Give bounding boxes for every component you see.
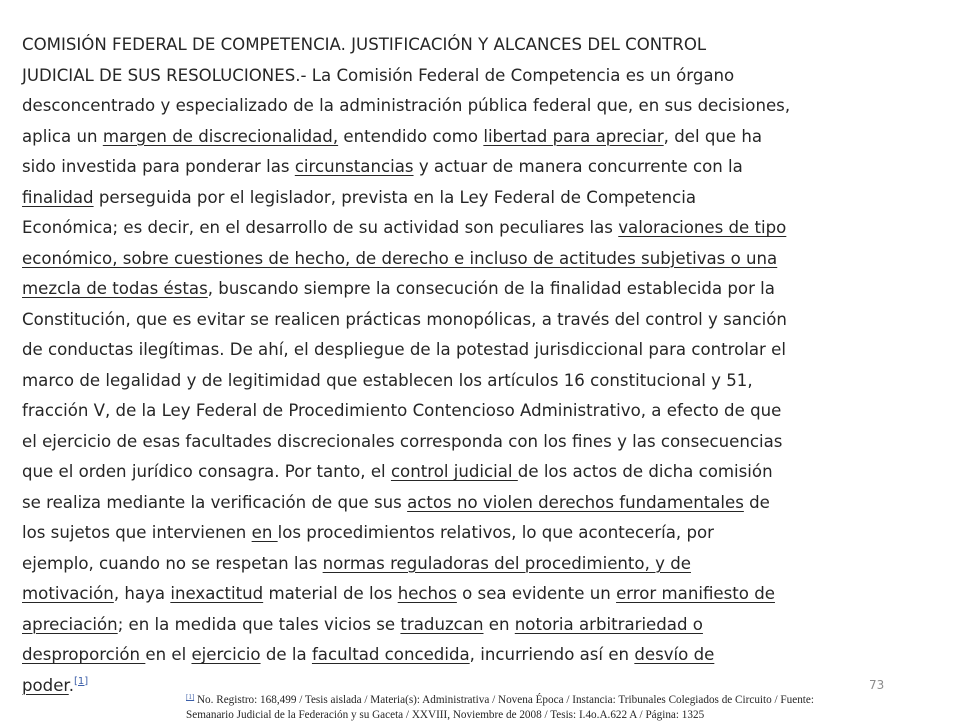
text-run: , del que ha (664, 127, 762, 146)
footnote-marker (186, 693, 194, 701)
text-line (22, 244, 960, 275)
text-run: que el orden jurídico consagra. Por tanto, el (22, 462, 391, 481)
underlined-phrase: desproporción (22, 645, 145, 664)
text-line (22, 152, 960, 183)
text-line (22, 488, 960, 519)
text-line (22, 122, 960, 153)
thesis-paragraph (22, 30, 960, 701)
text-run: de los actos de dicha comisión (518, 462, 773, 481)
text-run: los sujetos que intervienen (22, 523, 252, 542)
underlined-phrase: hechos (398, 584, 457, 603)
underlined-phrase: control judicial (391, 462, 518, 481)
text-line (22, 274, 960, 305)
underlined-phrase: libertad para apreciar (483, 127, 663, 146)
text-run: COMISIÓN FEDERAL DE COMPETENCIA. JUSTIFICACIÓN Y ALCANCES DEL CONTROL (22, 35, 706, 54)
text-line (22, 61, 960, 92)
page-number: 73 (869, 678, 884, 692)
underlined-phrase: notoria arbitrariedad o (515, 615, 703, 634)
underlined-phrase: desvío de (634, 645, 714, 664)
underlined-phrase: mezcla de todas éstas (22, 279, 208, 298)
underlined-phrase: en (252, 523, 278, 542)
text-run: sido investida para ponderar las (22, 157, 295, 176)
text-run: aplica un (22, 127, 103, 146)
text-run: , haya (114, 584, 171, 603)
underlined-phrase: circunstancias (295, 157, 414, 176)
text-run: JUDICIAL DE SUS RESOLUCIONES.- La Comisión Federal de Competencia es un órgano (22, 66, 734, 85)
footnote-text-1: No. Registro: 168,499 / Tesis aislada / Materia(s): Administrativa / Novena Época / Instancia: Tribunales Colegiados de Circuito / Fuente: (194, 694, 814, 706)
text-run: y actuar de manera concurrente con la (414, 157, 743, 176)
text-line (22, 91, 960, 122)
text-run: de (744, 493, 770, 512)
underlined-phrase: margen de discrecionalidad, (103, 127, 338, 146)
text-line (22, 518, 960, 549)
text-line (22, 549, 960, 580)
text-line (22, 335, 960, 366)
text-line (22, 213, 960, 244)
text-run: Económica; es decir, en el desarrollo de su actividad son peculiares las (22, 218, 618, 237)
underlined-phrase: motivación (22, 584, 114, 603)
text-line (22, 579, 960, 610)
footnote-line-1 (186, 693, 960, 708)
text-line (22, 610, 960, 641)
text-line (22, 396, 960, 427)
text-line (22, 457, 960, 488)
text-run: perseguida por el legislador, prevista en la Ley Federal de Competencia (94, 188, 696, 207)
text-run: entendido como (338, 127, 483, 146)
text-run: se realiza mediante la verificación de que sus (22, 493, 407, 512)
text-run: o sea evidente un (457, 584, 616, 603)
footnote-reference-link[interactable]: [1] (74, 676, 88, 687)
underlined-phrase: ejercicio (191, 645, 260, 664)
underlined-phrase: económico, sobre cuestiones de hecho, de derecho e incluso de actitudes subjetivas o una (22, 249, 777, 268)
text-run: material de los (263, 584, 398, 603)
text-run: ; en la medida que tales vicios se (118, 615, 401, 634)
text-run: ejemplo, cuando no se respetan las (22, 554, 323, 573)
text-run: , incurriendo así en (470, 645, 635, 664)
text-line (22, 183, 960, 214)
text-line (22, 640, 960, 671)
footnote-line-2: Semanario Judicial de la Federación y su Gaceta / XXVIII, Noviembre de 2008 / Tesis: I.4o.A.622 A / Página: 1325 (186, 708, 960, 722)
underlined-phrase: actos no violen derechos fundamentales (407, 493, 744, 512)
underlined-phrase: normas reguladoras del procedimiento, y de (323, 554, 691, 573)
text-run: fracción V, de la Ley Federal de Procedimiento Contencioso Administrativo, a efecto de que (22, 401, 781, 420)
text-run: de la (261, 645, 312, 664)
text-line (22, 305, 960, 336)
text-line (22, 30, 960, 61)
text-run: marco de legalidad y de legitimidad que establecen los artículos 16 constitucional y 51, (22, 371, 753, 390)
underlined-phrase: valoraciones de tipo (618, 218, 786, 237)
footnote (186, 693, 960, 722)
underlined-phrase: facultad concedida (312, 645, 470, 664)
footnote-marker-link[interactable]: [1] (186, 693, 194, 701)
text-run: en (484, 615, 515, 634)
underlined-phrase: poder (22, 676, 69, 695)
text-run: desconcentrado y especializado de la administración pública federal que, en sus decisiones, (22, 96, 790, 115)
underlined-phrase: inexactitud (170, 584, 263, 603)
text-line (22, 366, 960, 397)
text-run: Constitución, que es evitar se realicen prácticas monopólicas, a través del control y sanción (22, 310, 787, 329)
text-run: , buscando siempre la consecución de la finalidad establecida por la (208, 279, 775, 298)
footnote-reference (74, 676, 88, 687)
underlined-phrase: apreciación (22, 615, 118, 634)
text-run: en el (145, 645, 191, 664)
underlined-phrase: finalidad (22, 188, 94, 207)
text-run: de conductas ilegítimas. De ahí, el despliegue de la potestad jurisdiccional para controlar el (22, 340, 786, 359)
text-run: los procedimientos relativos, lo que acontecería, por (278, 523, 714, 542)
text-run: el ejercicio de esas facultades discrecionales corresponda con los fines y las consecuencias (22, 432, 782, 451)
text-line (22, 427, 960, 458)
text-run: . (69, 676, 74, 695)
underlined-phrase: traduzcan (400, 615, 483, 634)
underlined-phrase: error manifiesto de (616, 584, 775, 603)
